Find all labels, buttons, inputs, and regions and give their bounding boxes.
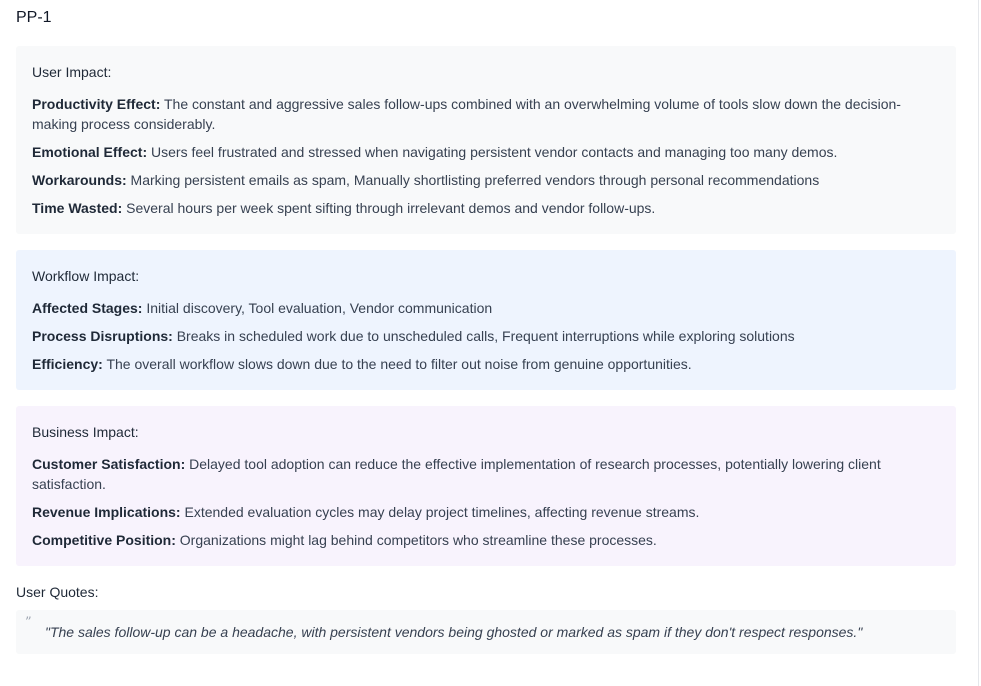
emotional-effect-row	[32, 142, 940, 162]
workarounds-row	[32, 170, 940, 190]
emotional-effect-text: Users feel frustrated and stressed when navigating persistent vendor contacts and managing too many demos.	[151, 144, 838, 160]
workflow-impact-heading: Workflow Impact:	[32, 268, 140, 284]
customer-satisfaction-label: Customer Satisfaction:	[32, 456, 186, 472]
process-disruptions-text: Breaks in scheduled work due to unscheduled calls, Frequent interruptions while exploring solutions	[176, 328, 795, 344]
process-disruptions-row	[32, 326, 940, 346]
page-title: PP-1	[16, 9, 52, 26]
competitive-position-row	[32, 530, 940, 550]
business-impact-heading: Business Impact:	[32, 424, 139, 440]
productivity-effect-label: Productivity Effect:	[32, 96, 161, 112]
user-impact-heading: User Impact:	[32, 64, 112, 80]
revenue-implications-label: Revenue Implications:	[32, 504, 181, 520]
affected-stages-label: Affected Stages:	[32, 300, 143, 316]
time-wasted-label: Time Wasted:	[32, 200, 123, 216]
efficiency-row	[32, 354, 940, 374]
affected-stages-row	[32, 298, 940, 318]
business-impact-card	[16, 406, 956, 566]
user-impact-card	[16, 46, 956, 234]
emotional-effect-label: Emotional Effect:	[32, 144, 148, 160]
time-wasted-row	[32, 198, 940, 218]
quote-icon: ”	[25, 615, 32, 630]
customer-satisfaction-text: Delayed tool adoption can reduce the effective implementation of research processes, potentially lowering client satisfaction.	[32, 456, 881, 492]
revenue-implications-text: Extended evaluation cycles may delay project timelines, affecting revenue streams.	[184, 504, 700, 520]
process-disruptions-label: Process Disruptions:	[32, 328, 173, 344]
productivity-effect-row	[32, 94, 940, 134]
workarounds-label: Workarounds:	[32, 172, 127, 188]
user-quote-text: "The sales follow-up can be a headache, with persistent vendors being ghosted or marked as spam if they don't respect responses."	[45, 624, 863, 640]
efficiency-text: The overall workflow slows down due to the need to filter out noise from genuine opportunities.	[106, 356, 692, 372]
productivity-effect-text: The constant and aggressive sales follow-ups combined with an overwhelming volume of tools slow down the decision-making process considerably.	[32, 96, 901, 132]
revenue-implications-row	[32, 502, 940, 522]
workarounds-text: Marking persistent emails as spam, Manually shortlisting preferred vendors through personal recommendations	[130, 172, 820, 188]
workflow-impact-card	[16, 250, 956, 390]
user-quotes-heading: User Quotes:	[16, 584, 99, 600]
competitive-position-text: Organizations might lag behind competitors who streamline these processes.	[179, 532, 657, 548]
customer-satisfaction-row	[32, 454, 940, 494]
competitive-position-label: Competitive Position:	[32, 532, 176, 548]
time-wasted-text: Several hours per week spent sifting through irrelevant demos and vendor follow-ups.	[126, 200, 656, 216]
efficiency-label: Efficiency:	[32, 356, 103, 372]
user-quote	[16, 610, 956, 654]
affected-stages-text: Initial discovery, Tool evaluation, Vendor communication	[146, 300, 493, 316]
